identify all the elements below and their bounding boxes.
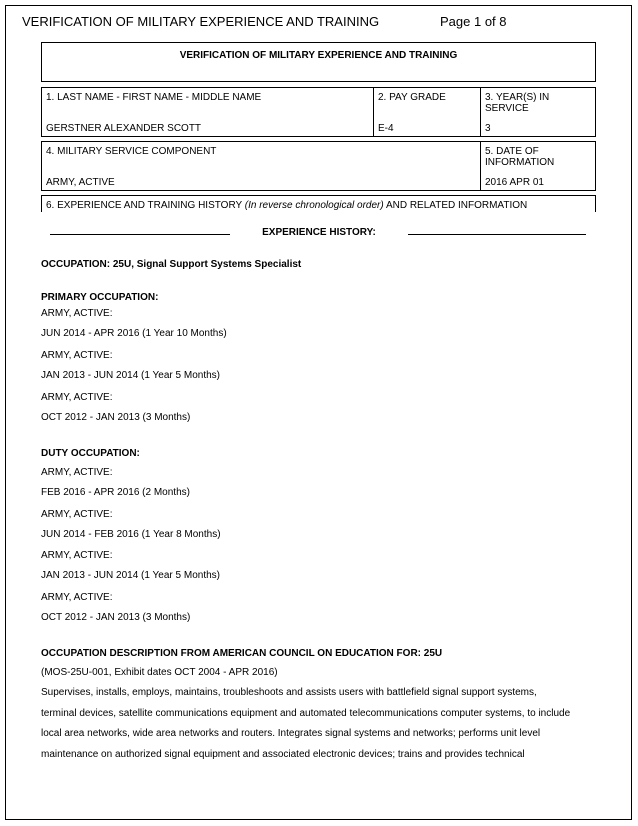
description-line: local area networks, wide area networks and routers. Integrates signal systems and networks; performs unit level (41, 728, 541, 740)
duty-period: JUN 2014 - FEB 2016 (1 Year 8 Months) (41, 529, 221, 540)
date-value: 2016 APR 01 (485, 177, 544, 188)
occupation-description-heading: OCCUPATION DESCRIPTION FROM AMERICAN COUNCIL ON EDUCATION FOR: 25U (41, 648, 443, 659)
description-line: Supervises, installs, employs, maintains, troubleshoots and assists users with battlefield signal support systems, (41, 687, 537, 698)
duty-component: ARMY, ACTIVE: (41, 550, 113, 561)
duty-component: ARMY, ACTIVE: (41, 509, 113, 520)
divider-right (408, 234, 586, 235)
primary-component: ARMY, ACTIVE: (41, 350, 113, 361)
years-value: 3 (485, 123, 491, 134)
primary-component: ARMY, ACTIVE: (41, 308, 113, 319)
experience-history-heading: EXPERIENCE HISTORY: (262, 227, 376, 238)
primary-component: ARMY, ACTIVE: (41, 392, 113, 403)
date-cell (480, 141, 596, 191)
years-label: 3. YEAR(S) IN SERVICE (485, 92, 550, 114)
name-label: 1. LAST NAME - FIRST NAME - MIDDLE NAME (46, 92, 262, 103)
name-value: GERSTNER ALEXANDER SCOTT (46, 123, 202, 134)
duty-period: OCT 2012 - JAN 2013 (3 Months) (41, 612, 191, 623)
duty-occupation-heading: DUTY OCCUPATION: (41, 448, 140, 459)
form-title: VERIFICATION OF MILITARY EXPERIENCE AND TRAINING (179, 50, 458, 61)
history-section-label (41, 195, 596, 212)
primary-period: OCT 2012 - JAN 2013 (3 Months) (41, 412, 191, 423)
occupation-description-reference: (MOS-25U-001, Exhibit dates OCT 2004 - APR 2016) (41, 667, 278, 678)
date-label: 5. DATE OF INFORMATION (485, 146, 555, 168)
history-label-post: AND RELATED INFORMATION (383, 200, 528, 211)
primary-period: JAN 2013 - JUN 2014 (1 Year 5 Months) (41, 370, 220, 381)
divider-left (50, 234, 230, 235)
component-cell (41, 141, 481, 191)
running-header-title: VERIFICATION OF MILITARY EXPERIENCE AND TRAINING (22, 14, 380, 29)
name-cell (41, 87, 374, 137)
description-line: maintenance on authorized signal equipment and associated electronic devices; trains and provides technical (41, 748, 525, 760)
primary-period: JUN 2014 - APR 2016 (1 Year 10 Months) (41, 328, 227, 339)
pay-grade-label: 2. PAY GRADE (378, 92, 446, 103)
duty-period: FEB 2016 - APR 2016 (2 Months) (41, 487, 190, 498)
pay-grade-value: E-4 (378, 123, 394, 134)
occupation-heading: OCCUPATION: 25U, Signal Support Systems Specialist (41, 259, 302, 270)
component-value: ARMY, ACTIVE (46, 177, 115, 188)
history-label-italic: (In reverse chronological order) (244, 200, 384, 211)
pay-grade-cell (373, 87, 481, 137)
duty-period: JAN 2013 - JUN 2014 (1 Year 5 Months) (41, 570, 220, 581)
primary-occupation-heading: PRIMARY OCCUPATION: (41, 292, 159, 303)
page-number: Page 1 of 8 (440, 14, 507, 29)
duty-component: ARMY, ACTIVE: (41, 592, 113, 603)
form-title-box (41, 42, 596, 82)
occupation-description (41, 683, 601, 765)
duty-component: ARMY, ACTIVE: (41, 467, 113, 478)
description-line: terminal devices, satellite communications equipment and automated telecommunications computer systems, to include (41, 707, 571, 719)
history-label-pre: 6. EXPERIENCE AND TRAINING HISTORY (46, 200, 245, 211)
years-cell (480, 87, 596, 137)
component-label: 4. MILITARY SERVICE COMPONENT (46, 146, 217, 157)
